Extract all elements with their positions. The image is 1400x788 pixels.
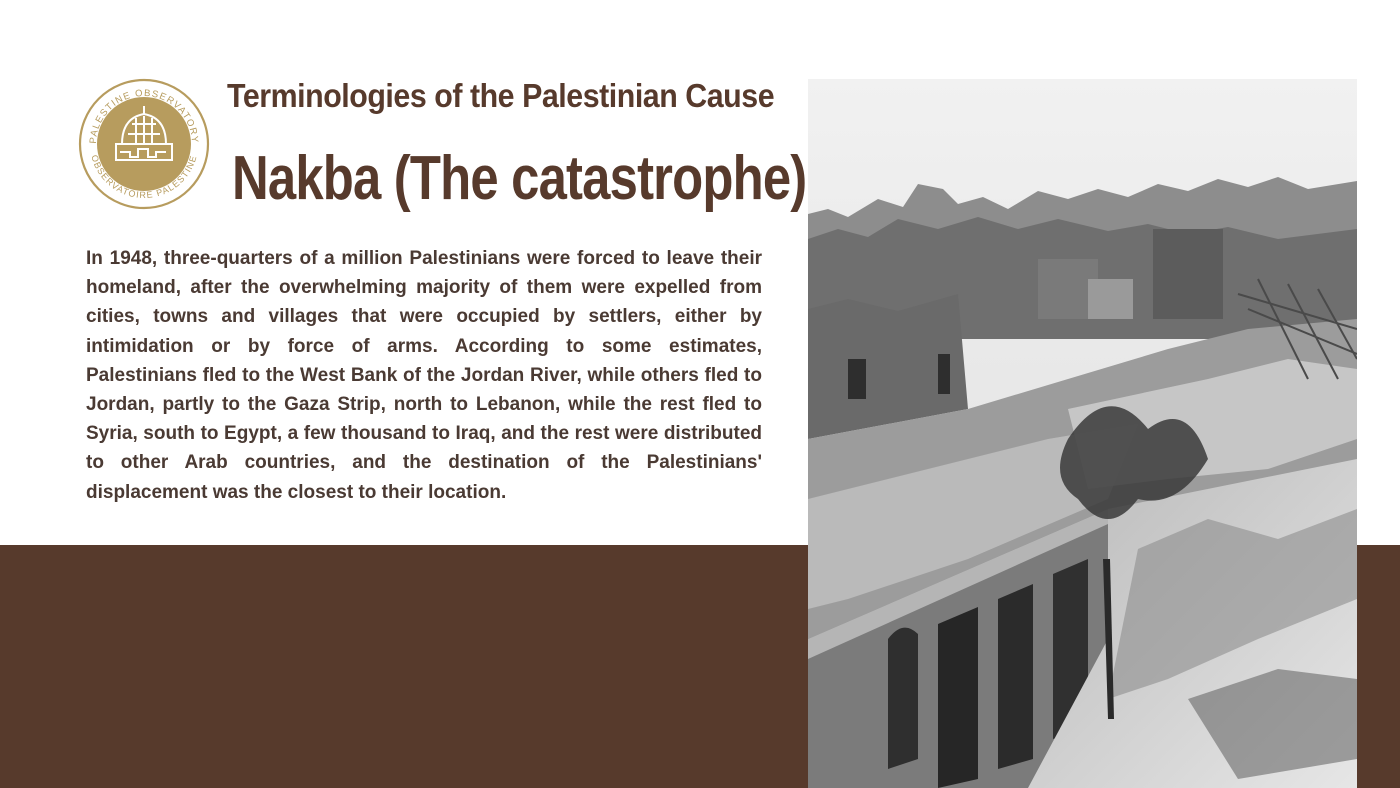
article-paragraph: In 1948, three-quarters of a million Palestinians were forced to leave their homeland, after the overwhelming majority of them were expelled from cities, towns and villages that were occupied by settlers, either by intimidation or by force of arms. According to some estimates, Palestinians fled to the West Bank of the Jordan River, while others fled to Jordan, partly to the Gaza Strip, north to Lebanon, while the rest fled to Syria, south to Egypt, a few thousand to Iraq, and the rest were distributed to other Arab countries, and the destination of the Palestinians' displacement was the closest to their location. [86, 248, 762, 503]
logo-ring-text-top: PALESTINE OBSERVATORY [87, 87, 201, 145]
series-overline: Terminologies of the Palestinian Cause [227, 77, 775, 114]
page-title: Nakba (The catastrophe) [232, 144, 807, 213]
palestine-observatory-logo [78, 78, 210, 210]
photo-illustration [808, 79, 1357, 788]
logo-emblem-icon [78, 78, 210, 210]
destroyed-city-photo [808, 79, 1357, 788]
logo-ring-text-bottom: OBSERVATOIRE PALESTINE [89, 153, 199, 201]
